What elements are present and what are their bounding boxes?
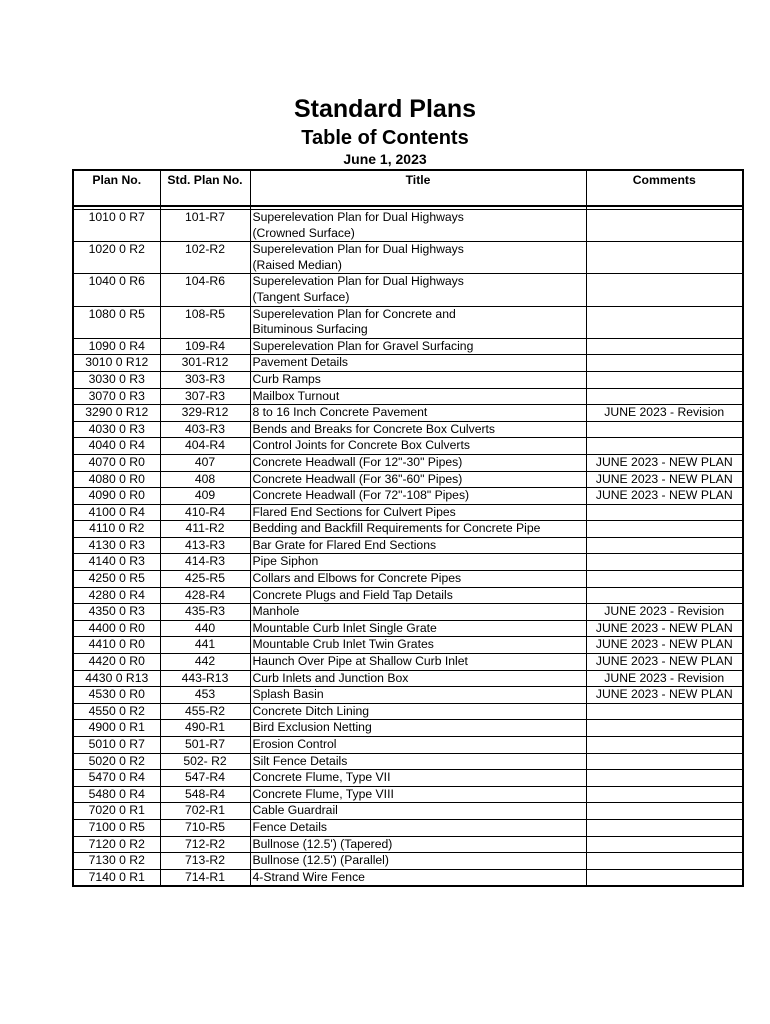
comments-cell bbox=[586, 210, 743, 242]
plan-no-cell: 4530 0 R0 bbox=[73, 687, 160, 704]
std-plan-no-cell: 407 bbox=[160, 454, 250, 471]
table-row bbox=[73, 421, 743, 438]
comments-cell bbox=[586, 786, 743, 803]
comments-cell bbox=[586, 521, 743, 538]
std-plan-no-cell: 435-R3 bbox=[160, 604, 250, 621]
table-row bbox=[73, 471, 743, 488]
table-row bbox=[73, 786, 743, 803]
std-plan-no-cell: 548-R4 bbox=[160, 786, 250, 803]
plan-no-cell: 1020 0 R2 bbox=[73, 242, 160, 274]
column-header-title: Title bbox=[250, 170, 586, 206]
title-cell: Superelevation Plan for Dual Highways (Raised Median) bbox=[250, 242, 586, 274]
title-cell: Collars and Elbows for Concrete Pipes bbox=[250, 571, 586, 588]
title-cell: Mountable Crub Inlet Twin Grates bbox=[250, 637, 586, 654]
plan-no-cell: 4040 0 R4 bbox=[73, 438, 160, 455]
comments-cell bbox=[586, 388, 743, 405]
std-plan-no-cell: 108-R5 bbox=[160, 306, 250, 338]
plan-no-cell: 3010 0 R12 bbox=[73, 355, 160, 372]
comments-cell: JUNE 2023 - NEW PLAN bbox=[586, 488, 743, 505]
comments-cell: JUNE 2023 - NEW PLAN bbox=[586, 687, 743, 704]
std-plan-no-cell: 109-R4 bbox=[160, 338, 250, 355]
std-plan-no-cell: 455-R2 bbox=[160, 703, 250, 720]
table-row bbox=[73, 703, 743, 720]
table-row bbox=[73, 388, 743, 405]
title-cell: Mountable Curb Inlet Single Grate bbox=[250, 620, 586, 637]
title-cell: Bullnose (12.5') (Parallel) bbox=[250, 853, 586, 870]
comments-cell bbox=[586, 803, 743, 820]
plan-no-cell: 1080 0 R5 bbox=[73, 306, 160, 338]
comments-cell bbox=[586, 737, 743, 754]
plan-no-cell: 4400 0 R0 bbox=[73, 620, 160, 637]
plan-no-cell: 1090 0 R4 bbox=[73, 338, 160, 355]
plan-no-cell: 7100 0 R5 bbox=[73, 819, 160, 836]
plan-no-cell: 4280 0 R4 bbox=[73, 587, 160, 604]
std-plan-no-cell: 443-R13 bbox=[160, 670, 250, 687]
column-header-comments: Comments bbox=[586, 170, 743, 206]
title-cell: Concrete Flume, Type VIII bbox=[250, 786, 586, 803]
table-row bbox=[73, 274, 743, 306]
plan-no-cell: 5470 0 R4 bbox=[73, 770, 160, 787]
plan-no-cell: 4140 0 R3 bbox=[73, 554, 160, 571]
plan-no-cell: 4900 0 R1 bbox=[73, 720, 160, 737]
std-plan-no-cell: 442 bbox=[160, 654, 250, 671]
table-row bbox=[73, 521, 743, 538]
table-body bbox=[73, 206, 743, 886]
title-cell: Erosion Control bbox=[250, 737, 586, 754]
std-plan-no-cell: 453 bbox=[160, 687, 250, 704]
title-cell: Pipe Siphon bbox=[250, 554, 586, 571]
plan-no-cell: 4430 0 R13 bbox=[73, 670, 160, 687]
std-plan-no-cell: 102-R2 bbox=[160, 242, 250, 274]
comments-cell bbox=[586, 819, 743, 836]
std-plan-no-cell: 303-R3 bbox=[160, 371, 250, 388]
comments-cell: JUNE 2023 - NEW PLAN bbox=[586, 620, 743, 637]
table-row bbox=[73, 770, 743, 787]
std-plan-no-cell: 408 bbox=[160, 471, 250, 488]
comments-cell bbox=[586, 587, 743, 604]
comments-cell: JUNE 2023 - Revision bbox=[586, 670, 743, 687]
std-plan-no-cell: 301-R12 bbox=[160, 355, 250, 372]
title-cell: Bends and Breaks for Concrete Box Culverts bbox=[250, 421, 586, 438]
table-row bbox=[73, 587, 743, 604]
table-row bbox=[73, 537, 743, 554]
std-plan-no-cell: 440 bbox=[160, 620, 250, 637]
table-row bbox=[73, 687, 743, 704]
std-plan-no-cell: 441 bbox=[160, 637, 250, 654]
title-cell: Fence Details bbox=[250, 819, 586, 836]
table-row bbox=[73, 371, 743, 388]
title-cell: Pavement Details bbox=[250, 355, 586, 372]
title-cell: Superelevation Plan for Dual Highways (Tangent Surface) bbox=[250, 274, 586, 306]
table-row bbox=[73, 819, 743, 836]
title-cell: Curb Ramps bbox=[250, 371, 586, 388]
table-row bbox=[73, 504, 743, 521]
table-row bbox=[73, 338, 743, 355]
comments-cell bbox=[586, 338, 743, 355]
plan-no-cell: 4110 0 R2 bbox=[73, 521, 160, 538]
std-plan-no-cell: 547-R4 bbox=[160, 770, 250, 787]
plan-no-cell: 5480 0 R4 bbox=[73, 786, 160, 803]
plan-no-cell: 4030 0 R3 bbox=[73, 421, 160, 438]
comments-cell bbox=[586, 853, 743, 870]
page-date: June 1, 2023 bbox=[343, 151, 427, 167]
plan-no-cell: 3290 0 R12 bbox=[73, 405, 160, 422]
plan-no-cell: 4070 0 R0 bbox=[73, 454, 160, 471]
comments-cell bbox=[586, 703, 743, 720]
std-plan-no-cell: 409 bbox=[160, 488, 250, 505]
std-plan-no-cell: 702-R1 bbox=[160, 803, 250, 820]
table-row bbox=[73, 753, 743, 770]
title-cell: Concrete Headwall (For 36"-60" Pipes) bbox=[250, 471, 586, 488]
page-title: Standard Plans bbox=[294, 95, 476, 123]
std-plan-no-cell: 714-R1 bbox=[160, 869, 250, 886]
comments-cell bbox=[586, 504, 743, 521]
std-plan-no-cell: 710-R5 bbox=[160, 819, 250, 836]
title-cell: Splash Basin bbox=[250, 687, 586, 704]
table-row bbox=[73, 670, 743, 687]
title-cell: Bar Grate for Flared End Sections bbox=[250, 537, 586, 554]
std-plan-no-cell: 104-R6 bbox=[160, 274, 250, 306]
table-row bbox=[73, 405, 743, 422]
comments-cell bbox=[586, 753, 743, 770]
std-plan-no-cell: 414-R3 bbox=[160, 554, 250, 571]
table-row bbox=[73, 242, 743, 274]
table-row bbox=[73, 604, 743, 621]
title-cell: Concrete Headwall (For 12"-30" Pipes) bbox=[250, 454, 586, 471]
table-row bbox=[73, 853, 743, 870]
table-row bbox=[73, 438, 743, 455]
plan-no-cell: 4130 0 R3 bbox=[73, 537, 160, 554]
std-plan-no-cell: 490-R1 bbox=[160, 720, 250, 737]
title-cell: Superelevation Plan for Gravel Surfacing bbox=[250, 338, 586, 355]
title-cell: Concrete Ditch Lining bbox=[250, 703, 586, 720]
comments-cell bbox=[586, 274, 743, 306]
table-row bbox=[73, 210, 743, 242]
std-plan-no-cell: 501-R7 bbox=[160, 737, 250, 754]
comments-cell: JUNE 2023 - NEW PLAN bbox=[586, 654, 743, 671]
comments-cell bbox=[586, 571, 743, 588]
table-row bbox=[73, 803, 743, 820]
column-header-plan-no: Plan No. bbox=[73, 170, 160, 206]
plan-no-cell: 4420 0 R0 bbox=[73, 654, 160, 671]
comments-cell: JUNE 2023 - NEW PLAN bbox=[586, 454, 743, 471]
plan-no-cell: 1040 0 R6 bbox=[73, 274, 160, 306]
column-header-std-plan-no: Std. Plan No. bbox=[160, 170, 250, 206]
comments-cell bbox=[586, 355, 743, 372]
std-plan-no-cell: 329-R12 bbox=[160, 405, 250, 422]
title-cell: Superelevation Plan for Dual Highways (Crowned Surface) bbox=[250, 210, 586, 242]
table-row bbox=[73, 306, 743, 338]
std-plan-no-cell: 425-R5 bbox=[160, 571, 250, 588]
title-cell: Concrete Headwall (For 72"-108" Pipes) bbox=[250, 488, 586, 505]
title-cell: Haunch Over Pipe at Shallow Curb Inlet bbox=[250, 654, 586, 671]
comments-cell: JUNE 2023 - Revision bbox=[586, 405, 743, 422]
title-cell: 8 to 16 Inch Concrete Pavement bbox=[250, 405, 586, 422]
plan-no-cell: 4080 0 R0 bbox=[73, 471, 160, 488]
title-cell: Bedding and Backfill Requirements for Concrete Pipe bbox=[250, 521, 586, 538]
plan-no-cell: 4100 0 R4 bbox=[73, 504, 160, 521]
title-cell: Manhole bbox=[250, 604, 586, 621]
plan-no-cell: 7120 0 R2 bbox=[73, 836, 160, 853]
table-row bbox=[73, 654, 743, 671]
std-plan-no-cell: 713-R2 bbox=[160, 853, 250, 870]
plan-no-cell: 5020 0 R2 bbox=[73, 753, 160, 770]
plan-no-cell: 4250 0 R5 bbox=[73, 571, 160, 588]
plan-no-cell: 3070 0 R3 bbox=[73, 388, 160, 405]
table-row bbox=[73, 454, 743, 471]
comments-cell bbox=[586, 306, 743, 338]
title-cell: Mailbox Turnout bbox=[250, 388, 586, 405]
comments-cell bbox=[586, 537, 743, 554]
table-row bbox=[73, 637, 743, 654]
title-cell: Cable Guardrail bbox=[250, 803, 586, 820]
std-plan-no-cell: 411-R2 bbox=[160, 521, 250, 538]
title-cell: Concrete Plugs and Field Tap Details bbox=[250, 587, 586, 604]
std-plan-no-cell: 428-R4 bbox=[160, 587, 250, 604]
std-plan-no-cell: 403-R3 bbox=[160, 421, 250, 438]
table-row bbox=[73, 554, 743, 571]
table-row bbox=[73, 620, 743, 637]
title-cell: 4-Strand Wire Fence bbox=[250, 869, 586, 886]
comments-cell bbox=[586, 770, 743, 787]
title-cell: Superelevation Plan for Concrete and Bituminous Surfacing bbox=[250, 306, 586, 338]
plans-table bbox=[72, 169, 744, 887]
table-row bbox=[73, 869, 743, 886]
std-plan-no-cell: 410-R4 bbox=[160, 504, 250, 521]
comments-cell: JUNE 2023 - NEW PLAN bbox=[586, 471, 743, 488]
plan-no-cell: 1010 0 R7 bbox=[73, 210, 160, 242]
comments-cell bbox=[586, 869, 743, 886]
title-cell: Concrete Flume, Type VII bbox=[250, 770, 586, 787]
plan-no-cell: 4410 0 R0 bbox=[73, 637, 160, 654]
table-row bbox=[73, 737, 743, 754]
table-header-row bbox=[73, 170, 743, 206]
plan-no-cell: 7130 0 R2 bbox=[73, 853, 160, 870]
std-plan-no-cell: 404-R4 bbox=[160, 438, 250, 455]
std-plan-no-cell: 413-R3 bbox=[160, 537, 250, 554]
plan-no-cell: 4350 0 R3 bbox=[73, 604, 160, 621]
title-cell: Bullnose (12.5') (Tapered) bbox=[250, 836, 586, 853]
comments-cell bbox=[586, 438, 743, 455]
std-plan-no-cell: 712-R2 bbox=[160, 836, 250, 853]
page-subtitle: Table of Contents bbox=[301, 127, 469, 149]
comments-cell bbox=[586, 371, 743, 388]
table-row bbox=[73, 355, 743, 372]
comments-cell: JUNE 2023 - Revision bbox=[586, 604, 743, 621]
table-row bbox=[73, 836, 743, 853]
comments-cell bbox=[586, 421, 743, 438]
comments-cell bbox=[586, 554, 743, 571]
title-cell: Bird Exclusion Netting bbox=[250, 720, 586, 737]
comments-cell bbox=[586, 242, 743, 274]
plan-no-cell: 5010 0 R7 bbox=[73, 737, 160, 754]
title-cell: Silt Fence Details bbox=[250, 753, 586, 770]
plan-no-cell: 7020 0 R1 bbox=[73, 803, 160, 820]
comments-cell bbox=[586, 720, 743, 737]
table-row bbox=[73, 571, 743, 588]
std-plan-no-cell: 101-R7 bbox=[160, 210, 250, 242]
plan-no-cell: 4550 0 R2 bbox=[73, 703, 160, 720]
table-row bbox=[73, 720, 743, 737]
comments-cell bbox=[586, 836, 743, 853]
comments-cell: JUNE 2023 - NEW PLAN bbox=[586, 637, 743, 654]
plan-no-cell: 7140 0 R1 bbox=[73, 869, 160, 886]
title-cell: Control Joints for Concrete Box Culverts bbox=[250, 438, 586, 455]
title-cell: Flared End Sections for Culvert Pipes bbox=[250, 504, 586, 521]
plan-no-cell: 4090 0 R0 bbox=[73, 488, 160, 505]
plan-no-cell: 3030 0 R3 bbox=[73, 371, 160, 388]
title-cell: Curb Inlets and Junction Box bbox=[250, 670, 586, 687]
std-plan-no-cell: 307-R3 bbox=[160, 388, 250, 405]
table-row bbox=[73, 488, 743, 505]
std-plan-no-cell: 502- R2 bbox=[160, 753, 250, 770]
